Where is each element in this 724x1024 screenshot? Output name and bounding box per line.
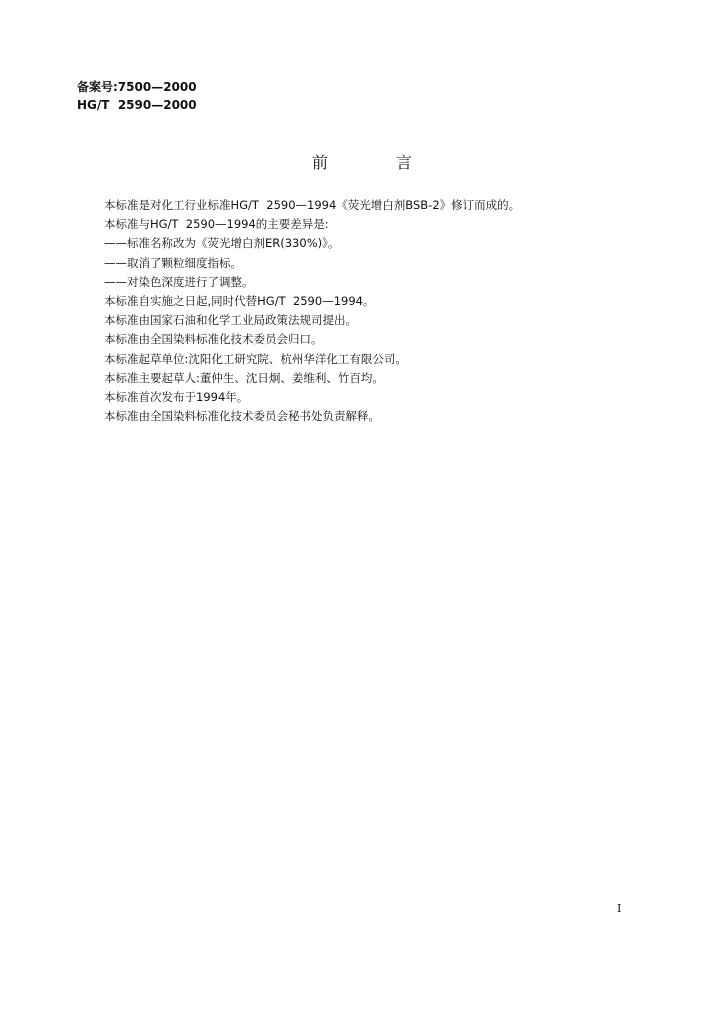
list-item: ——对染色深度进行了调整。 <box>104 274 254 289</box>
paragraph-line: 本标准自实施之日起,同时代替HG/T 2590—1994。 <box>104 294 375 309</box>
paragraph-line: 本标准起草单位:沈阳化工研究院、杭州华洋化工有限公司。 <box>104 351 407 366</box>
list-item: ——标准名称改为《荧光增白剂ER(330%)》。 <box>104 236 340 251</box>
filing-number: 备案号:7500—2000 <box>77 80 197 94</box>
paragraph-line: 本标准与HG/T 2590—1994的主要差异是: <box>104 217 329 232</box>
foreword-body <box>104 196 644 426</box>
list-item: ——取消了颗粒细度指标。 <box>104 255 242 270</box>
standard-code: HG/T 2590—2000 <box>77 98 197 112</box>
page-number: I <box>617 902 622 915</box>
document-header <box>77 78 197 114</box>
paragraph-line: 本标准由国家石油和化学工业局政策法规司提出。 <box>104 313 357 328</box>
paragraph-line: 本标准是对化工行业标准HG/T 2590—1994《荧光增白剂BSB-2》修订而成的。 <box>104 198 521 212</box>
paragraph-line: 本标准由全国染料标准化技术委员会秘书处负责解释。 <box>104 409 380 424</box>
paragraph-line: 本标准由全国染料标准化技术委员会归口。 <box>104 332 323 347</box>
section-title: 前言 <box>311 153 480 172</box>
paragraph-line: 本标准首次发布于1994年。 <box>104 390 249 405</box>
paragraph-line: 本标准主要起草人:董仲生、沈日炯、姜维利、竹百均。 <box>104 370 384 385</box>
